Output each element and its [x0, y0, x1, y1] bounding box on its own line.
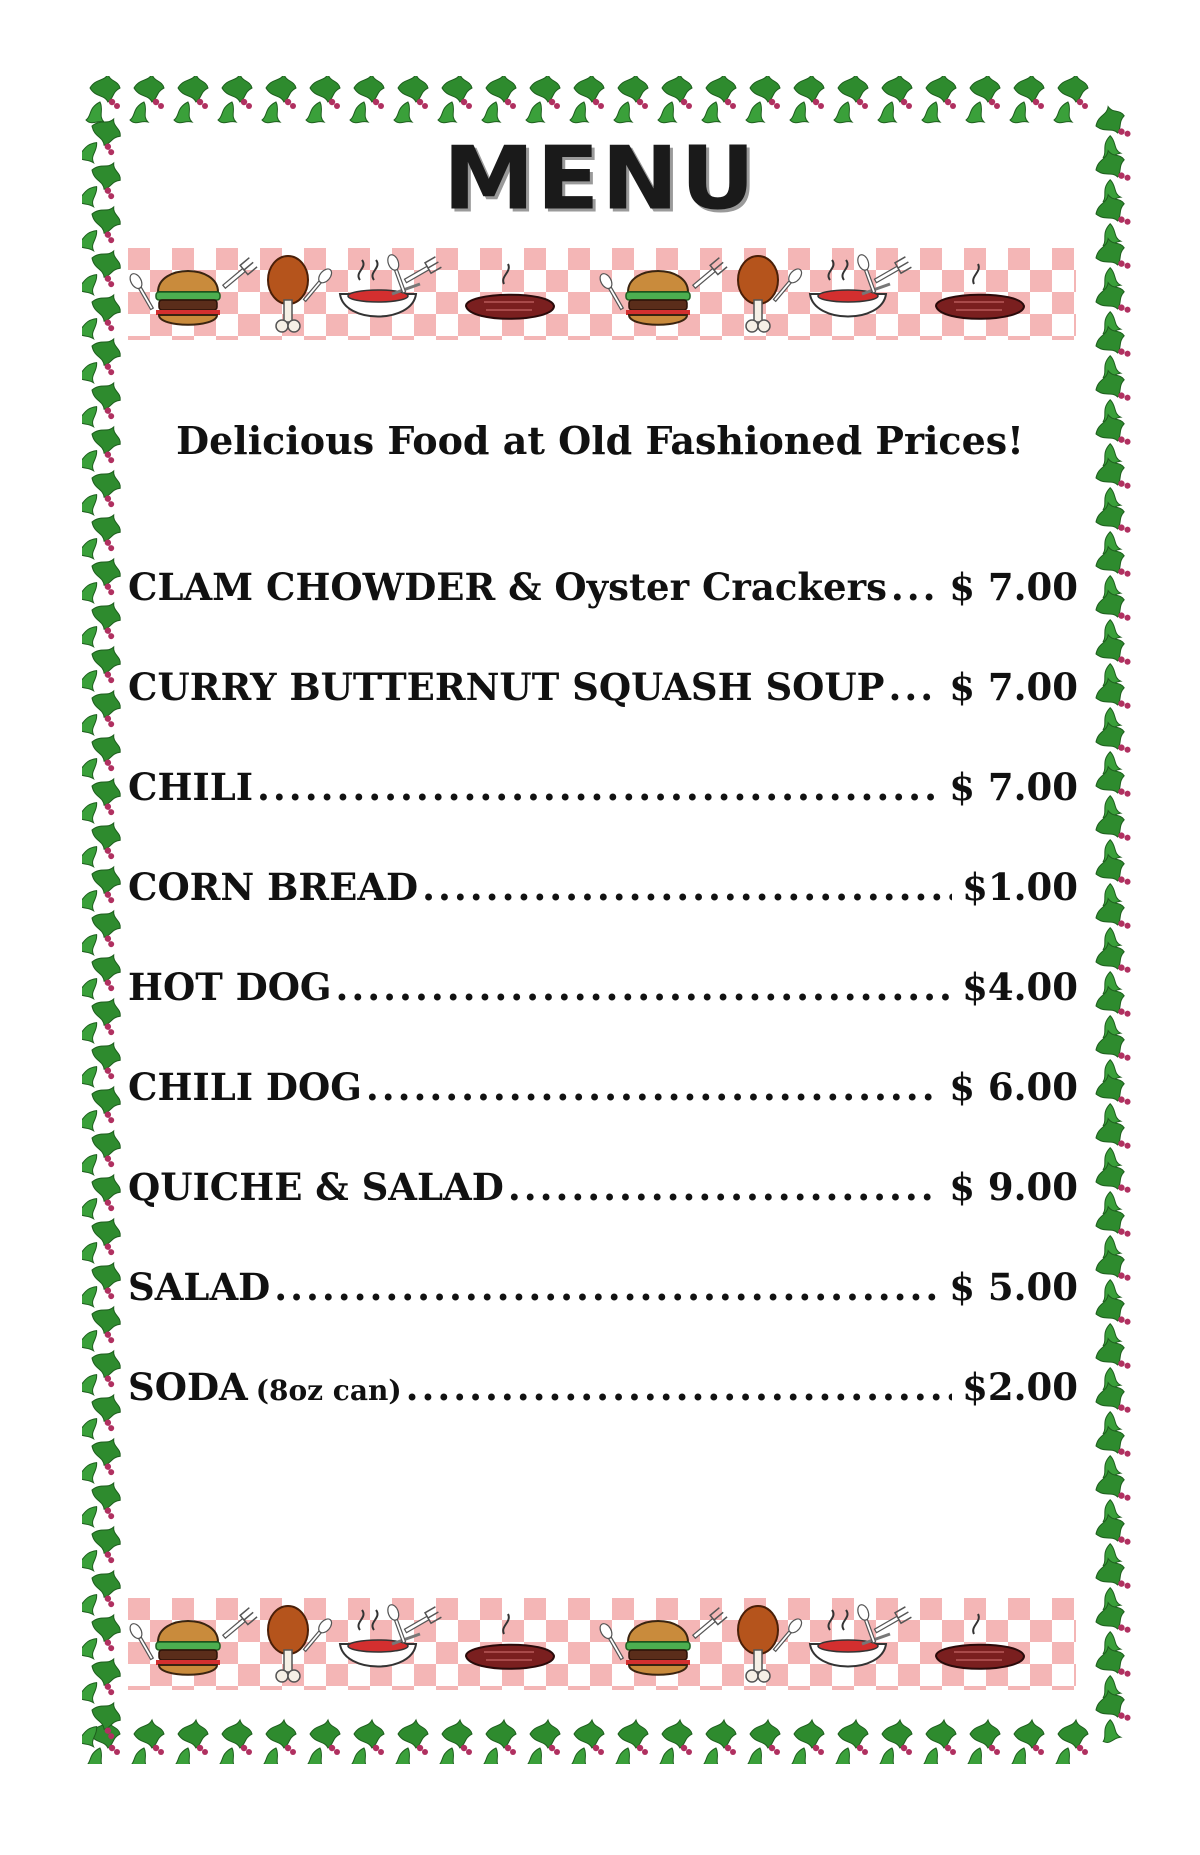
holly-icon [1087, 1599, 1132, 1656]
item-name: SODA [128, 1365, 248, 1409]
holly-icon [526, 76, 560, 123]
holly-icon [1087, 1159, 1132, 1216]
burger-icon [626, 271, 690, 325]
burger-icon [156, 1621, 220, 1675]
holly-icon [966, 76, 1000, 123]
leader-dots [891, 565, 939, 609]
item-name: QUICHE & SALAD [128, 1165, 504, 1209]
menu-item [128, 565, 1078, 665]
holly-icon [1087, 1511, 1132, 1568]
holly-icon [82, 1475, 125, 1532]
burger-icon [156, 271, 220, 325]
holly-icon [82, 1299, 125, 1356]
holly-icon [790, 76, 824, 123]
holly-icon [82, 1211, 125, 1268]
holly-icon [82, 1035, 125, 1092]
holly-icon [1087, 1423, 1132, 1480]
holly-icon [130, 1720, 164, 1764]
holly-icon [306, 76, 340, 123]
holly-icon [614, 76, 648, 123]
holly-icon [1087, 543, 1132, 600]
holly-icon [82, 1167, 125, 1224]
holly-icon [1087, 895, 1132, 952]
holly-icon [82, 243, 125, 300]
holly-icon [82, 1079, 125, 1136]
holly-icon [746, 76, 780, 123]
holly-icon [966, 1720, 1000, 1764]
menu-item [128, 1365, 1078, 1465]
item-price: $2.00 [962, 1365, 1078, 1409]
holly-icon [878, 1720, 912, 1764]
item-price: $ 7.00 [949, 765, 1078, 809]
leader-dots [889, 665, 940, 709]
item-price: $ 7.00 [949, 565, 1078, 609]
holly-icon [82, 991, 125, 1048]
item-price: $ 6.00 [949, 1065, 1078, 1109]
tagline: Delicious Food at Old Fashioned Prices! [176, 418, 1024, 463]
holly-icon [1087, 631, 1132, 688]
holly-icon [82, 551, 125, 608]
holly-icon [438, 76, 472, 123]
leader-dots [274, 1265, 939, 1309]
holly-icon [82, 1343, 125, 1400]
holly-icon [570, 76, 604, 123]
menu-item [128, 1265, 1078, 1365]
item-price: $ 7.00 [949, 665, 1078, 709]
holly-icon [482, 1720, 516, 1764]
item-name: CLAM CHOWDER & Oyster Crackers [128, 565, 887, 609]
item-note: (8oz can) [255, 1374, 402, 1407]
holly-icon [82, 287, 125, 344]
holly-icon [174, 76, 208, 123]
holly-icon [702, 1720, 736, 1764]
holly-icon [1087, 807, 1132, 864]
holly-icon [82, 639, 125, 696]
holly-icon [1087, 587, 1132, 644]
holly-icon [1087, 235, 1132, 292]
holly-icon [658, 76, 692, 123]
menu-item [128, 1065, 1078, 1165]
menu-list [128, 565, 1078, 1465]
holly-icon [1087, 983, 1132, 1040]
holly-icon [1087, 323, 1132, 380]
holly-icon [1010, 1720, 1044, 1764]
holly-icon [1087, 1203, 1132, 1260]
holly-icon [570, 1720, 604, 1764]
holly-icon [922, 76, 956, 123]
holly-icon [526, 1720, 560, 1764]
holly-icon [1054, 1720, 1088, 1764]
holly-icon [82, 1387, 125, 1444]
holly-icon [790, 1720, 824, 1764]
item-price: $1.00 [962, 865, 1078, 909]
item-name: CURRY BUTTERNUT SQUASH SOUP [128, 665, 885, 709]
item-name: HOT DOG [128, 965, 332, 1009]
item-name: CORN BREAD [128, 865, 419, 909]
holly-icon [614, 1720, 648, 1764]
holly-icon [350, 1720, 384, 1764]
holly-icon [482, 76, 516, 123]
holly-icon [394, 76, 428, 123]
holly-icon [82, 903, 125, 960]
holly-icon [1087, 499, 1132, 556]
holly-icon [1087, 1467, 1132, 1524]
item-price: $ 5.00 [949, 1265, 1078, 1309]
holly-icon [1087, 279, 1132, 336]
holly-icon [218, 1720, 252, 1764]
holly-icon [82, 1431, 125, 1488]
holly-icon [82, 463, 125, 520]
holly-icon [86, 76, 120, 123]
burger-icon [626, 1621, 690, 1675]
holly-icon [1087, 1071, 1132, 1128]
holly-icon [1087, 1247, 1132, 1304]
holly-icon [82, 683, 125, 740]
menu-item [128, 665, 1078, 765]
food-strip-bottom [128, 1598, 1076, 1690]
holly-icon [174, 1720, 208, 1764]
leader-dots [406, 1365, 953, 1409]
holly-icon [834, 76, 868, 123]
holly-icon [1087, 763, 1132, 820]
holly-icon [218, 76, 252, 123]
holly-icon [1087, 939, 1132, 996]
holly-icon [1087, 367, 1132, 424]
holly-icon [1087, 675, 1132, 732]
holly-icon [82, 1519, 125, 1576]
holly-icon [262, 1720, 296, 1764]
holly-icon [746, 1720, 780, 1764]
menu-item [128, 1165, 1078, 1265]
holly-icon [82, 771, 125, 828]
holly-icon [1087, 851, 1132, 908]
holly-icon [350, 76, 384, 123]
holly-icon [82, 1695, 125, 1752]
holly-icon [82, 1651, 125, 1708]
holly-icon [1054, 76, 1088, 123]
holly-icon [130, 76, 164, 123]
holly-icon [438, 1720, 472, 1764]
holly-icon [834, 1720, 868, 1764]
menu-item [128, 865, 1078, 965]
food-strip-top [128, 248, 1076, 340]
holly-icon [82, 1123, 125, 1180]
item-name: CHILI DOG [128, 1065, 362, 1109]
holly-icon [702, 76, 736, 123]
holly-icon [82, 859, 125, 916]
item-price: $4.00 [962, 965, 1078, 1009]
holly-icon [82, 1255, 125, 1312]
holly-icon [394, 1720, 428, 1764]
holly-icon [878, 76, 912, 123]
item-price: $ 9.00 [949, 1165, 1078, 1209]
holly-icon [1087, 1291, 1132, 1348]
holly-icon [1010, 76, 1044, 123]
holly-icon [82, 815, 125, 872]
leader-dots [366, 1065, 939, 1109]
holly-icon [1087, 1115, 1132, 1172]
holly-icon [1087, 719, 1132, 776]
holly-icon [82, 1563, 125, 1620]
holly-icon [658, 1720, 692, 1764]
menu-item [128, 965, 1078, 1065]
item-name: CHILI [128, 765, 254, 809]
holly-icon [82, 331, 125, 388]
checker-pattern [128, 1598, 1076, 1690]
leader-dots [508, 1165, 939, 1209]
holly-icon [82, 507, 125, 564]
holly-icon [306, 1720, 340, 1764]
holly-icon [1087, 1379, 1132, 1436]
holly-icon [922, 1720, 956, 1764]
holly-icon [1087, 1555, 1132, 1612]
page-title: MENU [442, 127, 758, 230]
holly-icon [82, 947, 125, 1004]
leader-dots [257, 765, 939, 809]
holly-icon [262, 76, 296, 123]
holly-icon [1087, 1643, 1132, 1700]
holly-icon [82, 595, 125, 652]
leader-dots [422, 865, 952, 909]
holly-icon [82, 1607, 125, 1664]
holly-icon [82, 727, 125, 784]
checker-pattern [128, 248, 1076, 340]
menu-item [128, 765, 1078, 865]
leader-dots [336, 965, 953, 1009]
holly-icon [1087, 1335, 1132, 1392]
holly-icon [1087, 1027, 1132, 1084]
holly-icon [1087, 1687, 1132, 1744]
holly-icon [1087, 455, 1132, 512]
item-name: SALAD [128, 1265, 271, 1309]
